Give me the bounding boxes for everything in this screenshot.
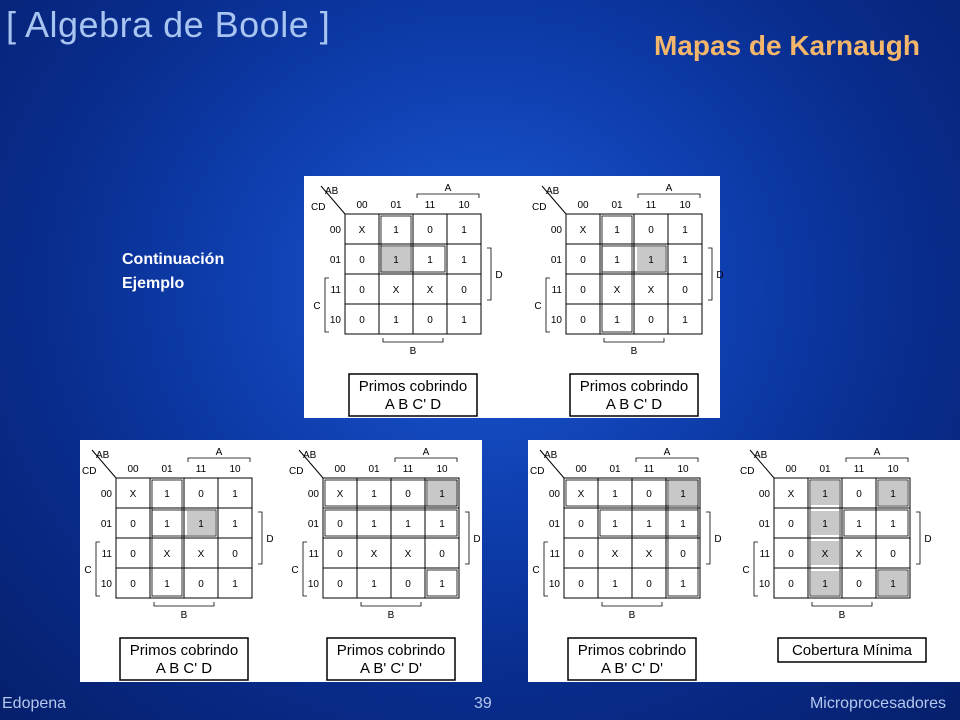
row-vars-label: CD: [289, 466, 304, 477]
column-code: 11: [853, 464, 865, 475]
cell-value: 1: [822, 579, 828, 590]
cell-value: X: [579, 225, 587, 236]
row-vars-label: CD: [311, 202, 326, 213]
var-a-label: A: [215, 447, 223, 458]
cell-value: 1: [890, 579, 896, 590]
caption-line-2: A B C' D: [155, 660, 213, 677]
cell-value: X: [197, 549, 205, 560]
cell-value: 1: [427, 255, 433, 266]
cell-value: 0: [427, 315, 433, 326]
cell-value: 1: [856, 519, 862, 530]
karnaugh-map: [532, 183, 724, 416]
column-code: 00: [127, 464, 139, 475]
cell-value: X: [645, 549, 653, 560]
cell-value: 1: [393, 315, 399, 326]
var-b-label: B: [838, 610, 846, 621]
cell-value: 1: [232, 519, 238, 530]
row-code: 00: [307, 489, 319, 500]
row-vars-label: CD: [740, 466, 755, 477]
var-a-label: A: [422, 447, 430, 458]
row-code: 01: [329, 255, 341, 266]
cell-value: 0: [359, 315, 365, 326]
caption-line-1: Primos cobrindo: [579, 378, 689, 395]
cell-value: 0: [337, 549, 343, 560]
cell-value: 1: [680, 579, 686, 590]
cell-value: 0: [578, 519, 584, 530]
column-code: 00: [356, 200, 368, 211]
var-d-bracket: [487, 248, 491, 300]
var-c-bracket: [325, 278, 329, 332]
cell-value: 0: [198, 489, 204, 500]
var-a-bracket: [188, 458, 250, 462]
example-note: [122, 248, 224, 296]
row-code: 00: [100, 489, 112, 500]
var-b-bracket: [604, 338, 664, 342]
column-code: 00: [334, 464, 346, 475]
var-c-label: C: [742, 565, 750, 576]
cell-value: 0: [682, 285, 688, 296]
row-vars-label: CD: [530, 466, 545, 477]
var-c-bracket: [754, 542, 758, 596]
cell-value: 0: [439, 549, 445, 560]
var-a-label: A: [444, 183, 452, 194]
note-line-continuacion: Continuación: [122, 251, 225, 268]
cell-value: 0: [646, 579, 652, 590]
var-d-bracket: [706, 512, 710, 564]
column-code: 10: [458, 200, 470, 211]
column-code: 11: [643, 464, 655, 475]
var-c-label: C: [313, 301, 321, 312]
row-code: 10: [329, 315, 341, 326]
cell-value: 1: [198, 519, 204, 530]
cell-value: 1: [164, 489, 170, 500]
cell-value: 1: [682, 255, 688, 266]
var-c-label: C: [532, 565, 540, 576]
var-b-label: B: [409, 346, 417, 357]
cell-value: 0: [337, 519, 343, 530]
karnaugh-map: [311, 183, 503, 416]
var-d-label: D: [266, 534, 274, 545]
caption-line-2: A B' C' D': [601, 660, 663, 677]
cell-value: X: [855, 549, 863, 560]
corner-vars-label: AB: [325, 186, 339, 197]
bottom-right-figure-panel: [528, 440, 960, 682]
row-vars-label: CD: [82, 466, 97, 477]
column-code: 10: [887, 464, 899, 475]
var-c-bracket: [546, 278, 550, 332]
cell-value: 0: [359, 285, 365, 296]
cell-value: 1: [405, 519, 411, 530]
column-code: 11: [195, 464, 207, 475]
var-b-label: B: [180, 610, 188, 621]
cell-value: 1: [680, 519, 686, 530]
var-b-label: B: [628, 610, 636, 621]
row-code: 11: [549, 549, 560, 560]
caption-line-1: Primos cobrindo: [336, 642, 446, 659]
cell-value: X: [129, 489, 137, 500]
row-code: 01: [548, 519, 560, 530]
row-code: 11: [308, 549, 319, 560]
row-code: 01: [100, 519, 112, 530]
column-code: 11: [424, 200, 436, 211]
cell-value: 1: [682, 225, 688, 236]
column-code: 01: [611, 200, 623, 211]
footer-course: Microprocesadores: [809, 695, 946, 712]
row-code: 10: [548, 579, 560, 590]
row-code: 10: [550, 315, 562, 326]
var-c-bracket: [544, 542, 548, 596]
column-code: 01: [819, 464, 831, 475]
footer-page-number: 39: [474, 695, 492, 712]
cell-value: 0: [680, 549, 686, 560]
cell-value: 0: [648, 225, 654, 236]
karnaugh-map: [530, 447, 722, 680]
column-code: 01: [368, 464, 380, 475]
karnaugh-map: [740, 447, 932, 662]
cell-value: 1: [439, 489, 445, 500]
caption-line-2: A B C' D: [384, 396, 442, 413]
var-d-bracket: [258, 512, 262, 564]
column-code: 01: [609, 464, 621, 475]
caption-line-1: Primos cobrindo: [577, 642, 687, 659]
var-d-label: D: [473, 534, 481, 545]
column-code: 00: [577, 200, 589, 211]
var-b-bracket: [361, 602, 421, 606]
cell-value: 0: [580, 255, 586, 266]
cell-value: 1: [612, 519, 618, 530]
cell-value: 1: [371, 489, 377, 500]
cell-value: 0: [578, 579, 584, 590]
cell-value: X: [577, 489, 585, 500]
cell-value: 1: [371, 519, 377, 530]
var-d-label: D: [716, 270, 724, 281]
column-code: 10: [436, 464, 448, 475]
cell-value: 0: [427, 225, 433, 236]
var-a-label: A: [665, 183, 673, 194]
column-code: 00: [575, 464, 587, 475]
cell-value: 1: [232, 579, 238, 590]
cell-value: 0: [405, 579, 411, 590]
var-a-bracket: [636, 458, 698, 462]
cell-value: 1: [648, 255, 654, 266]
corner-vars-label: AB: [544, 450, 558, 461]
cell-value: 0: [788, 519, 794, 530]
cell-value: X: [613, 285, 621, 296]
cell-value: 0: [232, 549, 238, 560]
corner-vars-label: AB: [96, 450, 110, 461]
cell-value: X: [336, 489, 344, 500]
caption-line-2: A B C' D: [605, 396, 663, 413]
cell-value: 1: [439, 519, 445, 530]
slide-subtitle: Mapas de Karnaugh: [653, 30, 920, 61]
var-b-bracket: [154, 602, 214, 606]
caption-line-1: Primos cobrindo: [129, 642, 239, 659]
cell-value: 1: [164, 579, 170, 590]
cell-value: 1: [890, 489, 896, 500]
cell-value: 1: [682, 315, 688, 326]
corner-vars-label: AB: [303, 450, 317, 461]
cell-value: 1: [164, 519, 170, 530]
row-code: 01: [307, 519, 319, 530]
cell-value: 1: [614, 255, 620, 266]
cell-value: 0: [580, 285, 586, 296]
cell-value: 1: [461, 225, 467, 236]
cell-value: 1: [232, 489, 238, 500]
cell-value: X: [404, 549, 412, 560]
cell-value: 1: [680, 489, 686, 500]
cell-value: 0: [359, 255, 365, 266]
var-d-bracket: [465, 512, 469, 564]
row-code: 10: [758, 579, 770, 590]
cell-value: 1: [371, 579, 377, 590]
var-c-bracket: [303, 542, 307, 596]
var-c-label: C: [534, 301, 542, 312]
column-code: 11: [402, 464, 414, 475]
cell-value: 1: [822, 519, 828, 530]
row-code: 00: [548, 489, 560, 500]
cell-value: X: [647, 285, 655, 296]
top-figure-panel: [304, 176, 724, 418]
column-code: 10: [677, 464, 689, 475]
row-code: 11: [759, 549, 770, 560]
var-d-label: D: [714, 534, 722, 545]
cell-value: 1: [439, 579, 445, 590]
cell-value: 0: [856, 579, 862, 590]
var-a-bracket: [638, 194, 700, 198]
cell-value: 1: [612, 579, 618, 590]
row-code: 11: [551, 285, 562, 296]
row-vars-label: CD: [532, 202, 547, 213]
cell-value: 0: [646, 489, 652, 500]
var-d-bracket: [708, 248, 712, 300]
var-b-bracket: [602, 602, 662, 606]
column-code: 10: [229, 464, 241, 475]
cell-value: 0: [405, 489, 411, 500]
var-a-label: A: [663, 447, 671, 458]
cell-value: 1: [393, 225, 399, 236]
var-b-bracket: [383, 338, 443, 342]
column-code: 01: [161, 464, 173, 475]
cell-value: X: [787, 489, 795, 500]
cell-value: X: [358, 225, 366, 236]
slide-title: [ Algebra de Boole ]: [6, 4, 331, 45]
cell-value: 1: [822, 489, 828, 500]
cell-value: 0: [890, 549, 896, 560]
karnaugh-map: [289, 447, 481, 680]
corner-vars-label: AB: [546, 186, 560, 197]
row-code: 10: [100, 579, 112, 590]
var-c-label: C: [291, 565, 299, 576]
bottom-left-figure-panel: [80, 440, 482, 682]
cell-value: 1: [393, 255, 399, 266]
cell-value: 0: [130, 519, 136, 530]
cell-value: 0: [578, 549, 584, 560]
cell-value: X: [370, 549, 378, 560]
note-line-ejemplo: Ejemplo: [122, 275, 185, 292]
karnaugh-map: [82, 447, 274, 680]
cell-value: 1: [646, 519, 652, 530]
var-a-bracket: [395, 458, 457, 462]
cell-value: 0: [788, 549, 794, 560]
var-b-label: B: [630, 346, 638, 357]
row-code: 11: [330, 285, 341, 296]
var-c-label: C: [84, 565, 92, 576]
corner-vars-label: AB: [754, 450, 768, 461]
cell-value: X: [611, 549, 619, 560]
cell-value: 0: [461, 285, 467, 296]
column-code: 10: [679, 200, 691, 211]
cell-value: X: [821, 549, 829, 560]
var-b-label: B: [387, 610, 395, 621]
caption-line-2: A B' C' D': [360, 660, 422, 677]
row-code: 00: [550, 225, 562, 236]
var-b-bracket: [812, 602, 872, 606]
column-code: 11: [645, 200, 657, 211]
cell-value: 1: [612, 489, 618, 500]
cell-value: 0: [856, 489, 862, 500]
var-d-label: D: [924, 534, 932, 545]
footer-author: Edopena: [2, 695, 67, 712]
cell-value: 0: [198, 579, 204, 590]
row-code: 10: [307, 579, 319, 590]
var-d-label: D: [495, 270, 503, 281]
cell-value: 0: [337, 579, 343, 590]
cell-value: 1: [614, 225, 620, 236]
cell-value: 0: [130, 549, 136, 560]
cell-value: 1: [614, 315, 620, 326]
var-d-bracket: [916, 512, 920, 564]
row-code: 00: [758, 489, 770, 500]
cell-value: 1: [890, 519, 896, 530]
row-code: 01: [758, 519, 770, 530]
column-code: 00: [785, 464, 797, 475]
var-a-label: A: [873, 447, 881, 458]
var-a-bracket: [846, 458, 908, 462]
column-code: 01: [390, 200, 402, 211]
caption-text: Cobertura Mínima: [791, 642, 913, 659]
var-c-bracket: [96, 542, 100, 596]
cell-value: 0: [580, 315, 586, 326]
var-a-bracket: [417, 194, 479, 198]
cell-value: X: [392, 285, 400, 296]
cell-value: X: [426, 285, 434, 296]
caption-line-1: Primos cobrindo: [358, 378, 468, 395]
cell-value: 1: [461, 315, 467, 326]
cell-value: 0: [648, 315, 654, 326]
row-code: 01: [550, 255, 562, 266]
cell-value: X: [163, 549, 171, 560]
cell-value: 0: [788, 579, 794, 590]
row-code: 11: [101, 549, 112, 560]
cell-value: 1: [461, 255, 467, 266]
row-code: 00: [329, 225, 341, 236]
cell-value: 0: [130, 579, 136, 590]
